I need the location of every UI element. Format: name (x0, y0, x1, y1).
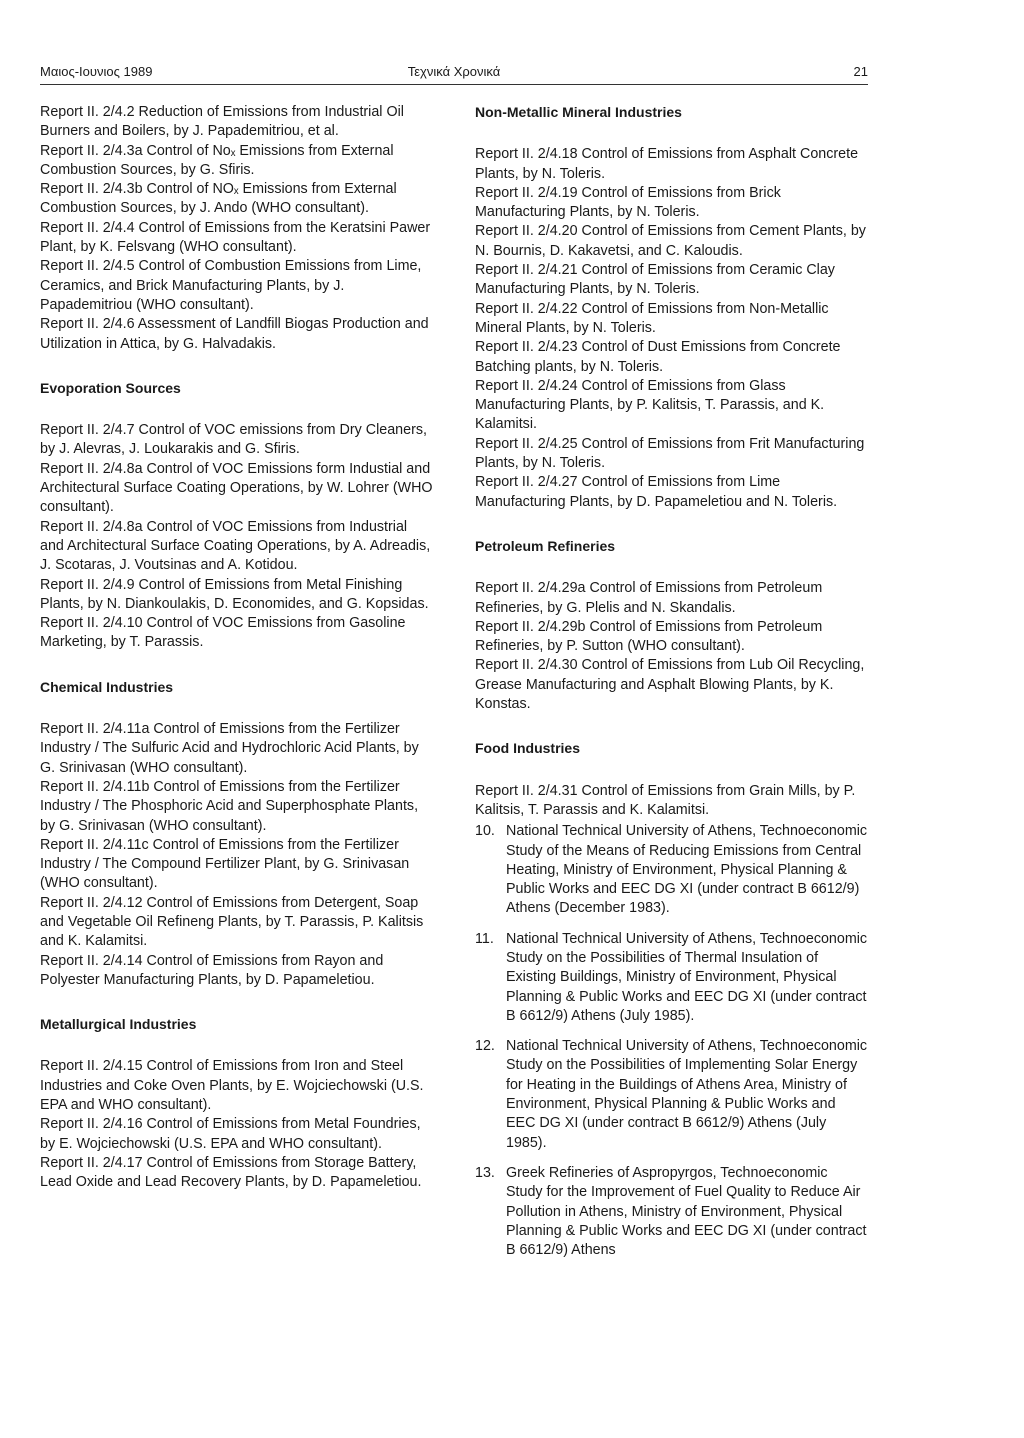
report-item: Report II. 2/4.22 Control of Emissions from Non-Metallic Mineral Plants, by N. Toleris. (475, 300, 829, 336)
report-item: Report II. 2/4.17 Control of Emissions from Storage Battery, Lead Oxide and Lead Recovery Plants, by D. Papameletiou. (40, 1154, 422, 1191)
report-item: Report II. 2/4.19 Control of Emissions from Brick Manufacturing Plants, by N. Toleris. (475, 184, 781, 221)
left-column (40, 103, 434, 1193)
report-item: Report II. 2/4.15 Control of Emissions from Iron and Steel Industries and Coke Oven Plants, by E. Wojciechowski (U.S. EPA and WHO consultant). (40, 1058, 424, 1114)
reference-number: 12. (475, 1038, 495, 1055)
report-item: Report II. 2/4.21 Control of Emissions from Ceramic Clay Manufacturing Plants, by N. Toleris. (475, 262, 835, 298)
page-header (40, 60, 868, 85)
report-item: Report II. 2/4.11a Control of Emissions from the Fertilizer Industry / The Sulfuric Acid and Hydrochloric Acid Plants, by G. Srinivasan (WHO consultant). (40, 721, 419, 776)
report-item: Report II. 2/4.14 Control of Emissions from Rayon and Polyester Manufacturing Plants, by D. Papameletiou. (40, 952, 384, 988)
reference-number: 10. (475, 823, 495, 840)
reference-item (475, 1037, 868, 1153)
report-item: Report II. 2/4.12 Control of Emissions from Detergent, Soap and Vegetable Oil Refineng Plants, by T. Parassis, P. Kalitsis and K. Kalamitsi. (40, 894, 424, 950)
numbered-references (475, 822, 868, 1260)
section-title-petroleum-refineries: Petroleum Refineries (475, 537, 616, 554)
journal-title: Τεχνικά Χρονικά (407, 64, 501, 79)
report-item: Report II. 2/4.25 Control of Emissions from Frit Manufacturing Plants, by N. Toleris. (475, 435, 865, 472)
section-title-chemical-industries: Chemical Industries (40, 678, 174, 695)
report-item: Report II. 2/4.27 Control of Emissions from Lime Manufacturing Plants, by D. Papameletiou and N. Toleris. (475, 474, 838, 510)
report-item: Report II. 2/4.18 Control of Emissions from Asphalt Concrete Plants, by N. Toleris. (475, 146, 859, 182)
report-item: Report II. 2/4.11c Control of Emissions from the Fertilizer Industry / The Compound Fertilizer Plant, by G. Srinivasan (WHO consultant). (40, 836, 410, 892)
report-item: Report II. 2/4.16 Control of Emissions from Metal Foundries, by E. Wojciechowski (U.S. EPA and WHO consultant). (40, 1116, 421, 1152)
reference-item (475, 1164, 868, 1260)
report-item: Report II. 2/4.11b Control of Emissions from the Fertilizer Industry / The Phosphoric Acid and Superphosphate Plants, by G. Srinivasan (WHO consultant). (40, 778, 419, 834)
report-item: Report II. 2/4.3a Control of Noₓ Emissions from External Combustion Sources, by G. Sfiris. (40, 142, 394, 178)
reference-text: National Technical University of Athens, Technoeconomic Study of the Means of Reducing Emissions from Central Heating, Ministry of Environment, Physical Planning & Public Works and EEC DG XI (under contract B 6612/9) Athens (December 1983). (506, 823, 868, 917)
report-item: Report II. 2/4.8a Control of VOC Emissions form Industial and Architectural Surface Coating Operations, by W. Lohrer (WHO consultant). (40, 460, 433, 516)
reference-number: 11. (475, 930, 494, 947)
report-item: Report II. 2/4.30 Control of Emissions from Lub Oil Recycling, Grease Manufacturing and Asphalt Blowing Plants, by K. Konstas. (475, 657, 865, 713)
right-column (475, 103, 868, 1271)
report-item: Report II. 2/4.10 Control of VOC Emissions from Gasoline Marketing, by T. Parassis. (40, 615, 406, 651)
report-item: Report II. 2/4.20 Control of Emissions from Cement Plants, by N. Bournis, D. Kakavetsi, and C. Kaloudis. (475, 223, 866, 259)
report-item: Report II. 2/4.29b Control of Emissions from Petroleum Refineries, by P. Sutton (WHO consultant). (475, 618, 823, 655)
reference-number: 13. (475, 1164, 495, 1181)
report-item: Report II. 2/4.4 Control of Emissions from the Keratsini Pawer Plant, by K. Felsvang (WHO consultant). (40, 219, 431, 256)
report-item: Report II. 2/4.8a Control of VOC Emissions from Industrial and Architectural Surface Coating Operations, by A. Adreadis, J. Scotaras, J. Voutsinas and A. Kotidou. (40, 518, 431, 574)
section-title-metallurgical-industries: Metallurgical Industries (40, 1016, 197, 1033)
issue-date: Μαιος-Ιουνιος 1989 (40, 64, 153, 79)
section-title-food-industries: Food Industries (475, 740, 580, 757)
report-item: Report II. 2/4.9 Control of Emissions from Metal Finishing Plants, by N. Diankoulakis, D. Economides, and G. Kopsidas. (40, 576, 429, 612)
report-item: Report II. 2/4.2 Reduction of Emissions from Industrial Oil Burners and Boilers, by J. Papademitriou, et al. (40, 104, 404, 140)
reference-text: National Technical University of Athens, Technoeconomic Study on the Possibilities of Thermal Insulation of Existing Buildings, Ministry of Environment, Physical Planning & Public Works and EEC DG XI (under contract B 6612/9) Athens (July 1985). (506, 930, 868, 1024)
report-item: Report II. 2/4.7 Control of VOC emissions from Dry Cleaners, by J. Alevras, J. Loukarakis and G. Sfiris. (40, 422, 427, 458)
report-item: Report II. 2/4.3b Control of NOₓ Emissions from External Combustion Sources, by J. Ando (WHO consultant). (40, 181, 397, 217)
section-title-evaporation-sources: Evoporation Sources (40, 379, 181, 396)
report-item: Report II. 2/4.5 Control of Combustion Emissions from Lime, Ceramics, and Brick Manufacturing Plants, by J. Papademitriou (WHO consultant). (40, 258, 422, 313)
reference-item (475, 822, 868, 918)
report-item: Report II. 2/4.23 Control of Dust Emissions from Concrete Batching plants, by N. Toleris. (475, 339, 841, 375)
report-item: Report II. 2/4.31 Control of Emissions from Grain Mills, by P. Kalitsis, T. Parassis and K. Kalamitsi. (475, 782, 856, 818)
page-number: 21 (853, 64, 868, 79)
report-item: Report II. 2/4.29a Control of Emissions from Petroleum Refineries, by G. Plelis and N. Skandalis. (475, 580, 823, 616)
reference-text: National Technical University of Athens, Technoeconomic Study on the Possibilities of Implementing Solar Energy for Heating in the Buildings of Athens Area, Ministry of Environment, Physical Planning & Public Works and EEC DG XI (under contract B 6612/9) Athens (July 1985). (506, 1038, 868, 1151)
reference-text: Greek Refineries of Aspropyrgos, Technoeconomic Study for the Improvement of Fuel Quality to Reduce Air Pollution in Athens, Ministry of Environment, Physical Planning & Public Works and EEC DG XI (under contract B 6612/9) Athens (506, 1164, 867, 1259)
report-item: Report II. 2/4.24 Control of Emissions from Glass Manufacturing Plants, by P. Kalitsis, T. Parassis, and K. Kalamitsi. (475, 377, 825, 433)
section-title-non-metallic-mineral-industries: Non-Metallic Mineral Industries (475, 104, 682, 120)
report-item: Report II. 2/4.6 Assessment of Landfill Biogas Production and Utilization in Attica, by G. Halvadakis. (40, 316, 429, 352)
reference-item (475, 930, 868, 1026)
